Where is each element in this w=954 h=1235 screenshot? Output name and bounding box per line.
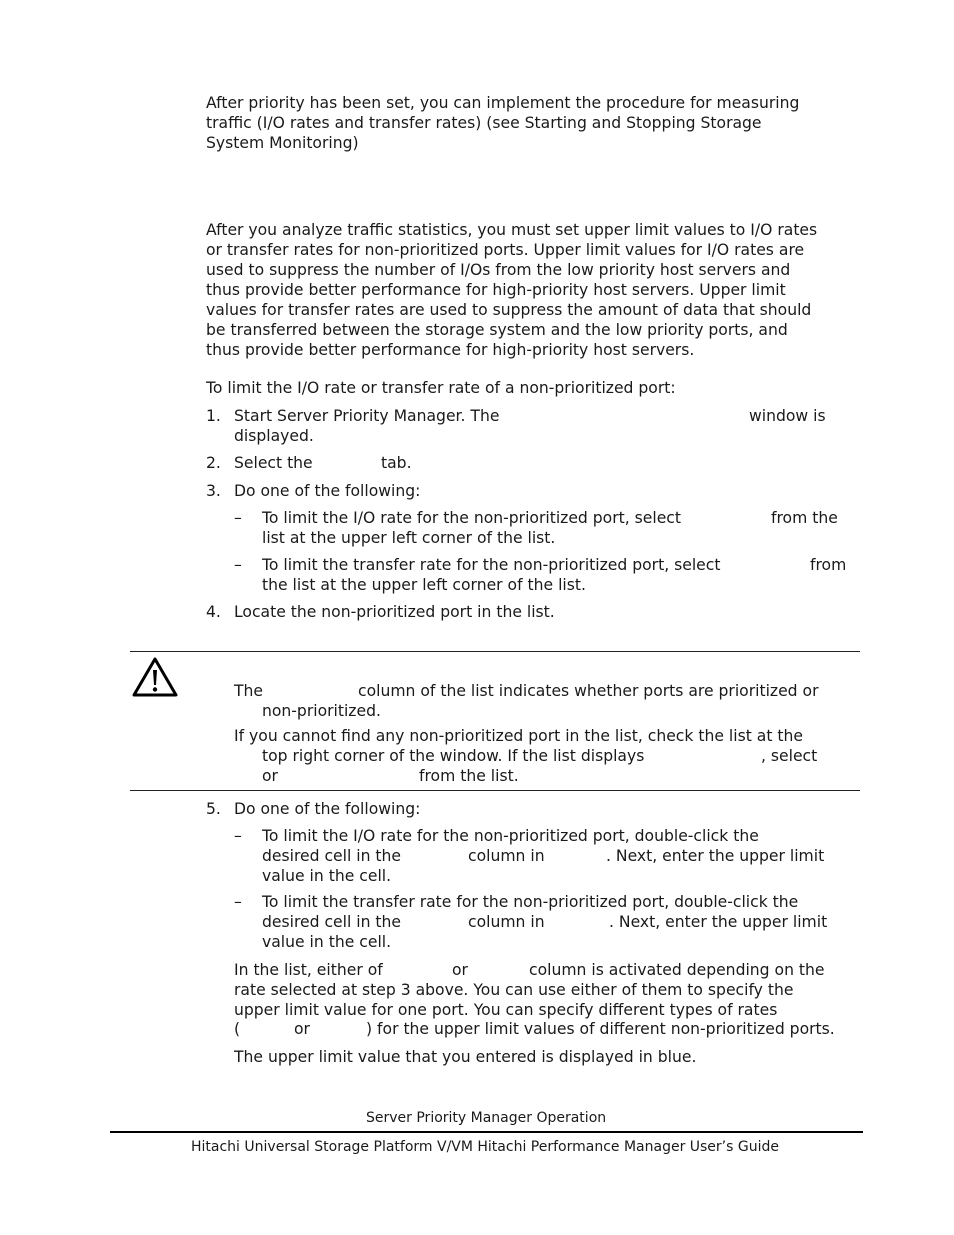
step-1-text-cont: displayed. [234,427,314,445]
note-line-4-tail: , select [761,747,818,765]
step-5-bullet-2-cont-b: column in [468,913,545,931]
para-line-3: used to suppress the number of I/Os from the low priority host servers and [206,261,791,279]
step-5-para-1-b: or [452,961,468,979]
step-5-text: Do one of the following: [234,800,421,818]
step-5-bullet-1-text: To limit the I/O rate for the non-prioritized port, double-click the [262,827,759,845]
note-line-5-tail: from the list. [419,767,519,785]
caution-triangle-icon [131,656,179,698]
note-top-rule [130,651,860,652]
footer-section-title: Server Priority Manager Operation [366,1110,607,1126]
step-4-number: 4. [206,603,221,621]
para-line-7: thus provide better performance for high-priority host servers. [206,341,695,359]
step-4-text: Locate the non-prioritized port in the list. [234,603,555,621]
step-5-bullet-2-dash: – [234,893,242,911]
step-5-para-1-line-4-b: or [294,1020,310,1038]
step-5-para-1-line-2: rate selected at step 3 above. You can use either of them to specify the [234,981,794,999]
step-3-bullet-1-tail: from the [771,509,838,527]
step-5-bullet-2-cont-a: desired cell in the [262,913,402,931]
step-3-bullet-2-text: To limit the transfer rate for the non-prioritized port, select [262,556,721,574]
step-5-para-2: The upper limit value that you entered is displayed in blue. [234,1048,697,1066]
step-5-bullet-1-cont-a: desired cell in the [262,847,402,865]
note-line-1: The [234,682,264,700]
step-1-number: 1. [206,407,221,425]
step-5-para-1-line-4-a: ( [234,1020,241,1038]
procedure-lead: To limit the I/O rate or transfer rate of a non-prioritized port: [206,379,676,397]
note-line-4: top right corner of the window. If the list displays [262,747,645,765]
para-line-2: or transfer rates for non-prioritized ports. Upper limit values for I/O rates are [206,241,805,259]
step-2-text-tail: tab. [381,454,412,472]
note-line-3: If you cannot find any non-prioritized port in the list, check the list at the [234,727,803,745]
step-5-para-1-a: In the list, either of [234,961,383,979]
para-line-1: After you analyze traffic statistics, you must set upper limit values to I/O rates [206,221,818,239]
step-5-bullet-2-cont-c: . Next, enter the upper limit [609,913,828,931]
para-line-6: be transferred between the storage system and the low priority ports, and [206,321,788,339]
step-3-bullet-2-dash: – [234,556,242,574]
footer-guide-title: Hitachi Universal Storage Platform V/VM Hitachi Performance Manager User’s Guide [191,1139,779,1155]
note-bottom-rule [130,790,860,791]
step-5-bullet-2-text: To limit the transfer rate for the non-prioritized port, double-click the [262,893,799,911]
step-5-bullet-1-cont-c: . Next, enter the upper limit [606,847,825,865]
footer-rule [110,1131,863,1133]
note-line-5: or [262,767,278,785]
intro-line-1: After priority has been set, you can implement the procedure for measuring [206,94,800,112]
step-5-bullet-1-cont-b: column in [468,847,545,865]
step-5-bullet-2-cont-d: value in the cell. [262,933,392,951]
para-line-4: thus provide better performance for high-priority host servers. Upper limit [206,281,786,299]
step-5-bullet-1-dash: – [234,827,242,845]
step-5-para-1-line-3: upper limit value for one port. You can specify different types of rates [234,1001,778,1019]
intro-line-2: traffic (I/O rates and transfer rates) (see Starting and Stopping Storage [206,114,762,132]
step-3-bullet-2-cont: the list at the upper left corner of the list. [262,576,586,594]
note-line-1-tail: column of the list indicates whether ports are prioritized or [358,682,819,700]
step-5-bullet-1-cont-d: value in the cell. [262,867,392,885]
step-3-bullet-2-tail: from [810,556,847,574]
intro-line-3: System Monitoring) [206,134,359,152]
step-3-bullet-1-cont: list at the upper left corner of the list. [262,529,556,547]
step-5-para-1-c: column is activated depending on the [529,961,825,979]
step-3-bullet-1-dash: – [234,509,242,527]
step-2-text: Select the [234,454,313,472]
step-2-number: 2. [206,454,221,472]
step-3-number: 3. [206,482,221,500]
step-5-para-1-line-4-c: ) for the upper limit values of different non-prioritized ports. [366,1020,835,1038]
para-line-5: values for transfer rates are used to suppress the amount of data that should [206,301,812,319]
step-3-text: Do one of the following: [234,482,421,500]
step-1-text: Start Server Priority Manager. The [234,407,500,425]
step-5-number: 5. [206,800,221,818]
step-3-bullet-1-text: To limit the I/O rate for the non-prioritized port, select [262,509,681,527]
step-1-text-tail: window is [749,407,826,425]
note-line-2: non-prioritized. [262,702,381,720]
